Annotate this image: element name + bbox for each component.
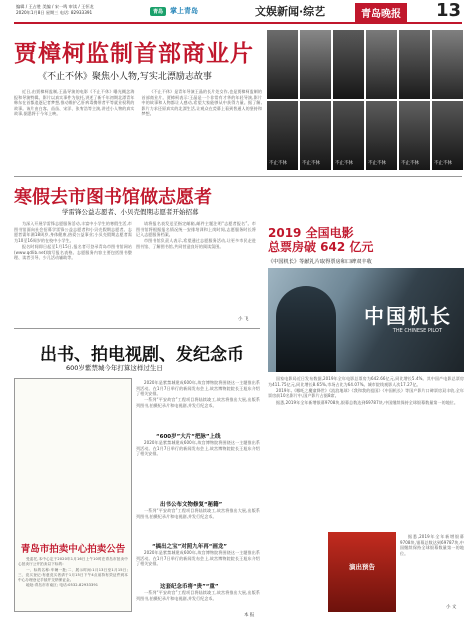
article4-paragraph: 据悉,2019年全年新增银幕9708块,银幕总数达到69787块,中国继续保持全球银幕数量第一的地位。 (400, 534, 464, 556)
ad-banner-text: 演出预告 (349, 563, 375, 571)
auction-ad-paragraph: 一、标的名称:车辆一批;二、展示时间:1月13日至1月15日;三、竞买登记:有意竞买者请于1月15日下午4点前持有效证件到本中心办理登记手续并交纳保证金。 (18, 567, 128, 582)
article4-paragraph: 2019年,《哪吒之魔童降世》《流浪地球》《我和我的祖国》《中国机长》等国产影片口碑票房双丰收,全年票房前10名影片中,国产影片占据8席。 (268, 387, 464, 399)
article4-headline (268, 226, 373, 254)
article3-body-5 (136, 590, 260, 612)
movie-still-photo (268, 268, 464, 372)
divider (14, 328, 260, 329)
article3-body (136, 380, 260, 428)
auction-ad-paragraph: 受委托,本中心定于2020年1月16日上午10时在青岛市拍卖中心拍卖厅公开拍卖以下标的: (18, 557, 128, 566)
movie-poster (366, 30, 397, 99)
movie-poster (432, 30, 463, 99)
movie-poster (300, 30, 331, 99)
article1-body (14, 89, 262, 173)
article3-subhead-3: “搞出之宝”对照九年再“画龙” (152, 544, 227, 550)
poster-title: 不止不休 (335, 161, 353, 166)
app-logo: 掌上青岛 (170, 7, 199, 15)
article3-paragraph: 一系列“平安故宫”工程项目将陆续竣工,故宫将推出大展,出版系列图书,拍摄纪录片和电视剧,并发行纪念币。 (136, 397, 260, 408)
ad-banner-image (328, 532, 396, 612)
article3-subhead-4: 这套纪念币将“贵”“重” (160, 584, 219, 590)
movie-poster (333, 30, 364, 99)
article4-byline: 小 文 (446, 605, 457, 610)
article3-body-2 (136, 440, 260, 496)
movie-poster (333, 101, 364, 170)
article2-body-right (136, 221, 256, 315)
article3-paragraph: 一系列“平安故宫”工程项目将陆续竣工,故宫将推出大展,出版系列图书,拍摄纪录片和电视剧,并发行纪念币。 (136, 508, 260, 519)
article2-headline: 寒假去市图书馆做志愿者 (14, 187, 212, 208)
article4-paragraph: 据悉,2019年全年新增银幕9708块,银幕总数达到69787块,中国继续保持全球银幕数量第一的地位。 (276, 399, 458, 405)
qingdao-logo: 青岛 (150, 7, 166, 16)
issue-date: 2020年1月8日 星期三 电话: 82933391 (16, 9, 93, 15)
article3-paragraph: 2020年是紫禁城建成600年,故宫博物院将围绕这一主题推出系列活动。在1月7日举行的新闻发布会上,故宫博物院院长王旭东介绍了相关安排。 (136, 380, 260, 397)
article2-body (14, 221, 132, 323)
masthead-logos (150, 6, 198, 16)
photo-title: 中国机长 (364, 304, 452, 328)
article4-headline-line2: 总票房破 642 亿元 (268, 240, 374, 254)
poster-grid (267, 30, 463, 170)
movie-poster (267, 30, 298, 99)
article2-subheadline: 学雷锋公益志愿者、小贝壳假期志愿者开始招募 (62, 208, 199, 216)
divider (14, 176, 462, 177)
article4-headline-line1: 2019 全国电影 (268, 226, 354, 240)
article3-headline: 出书、拍电视剧、发纪念币 (40, 345, 244, 365)
photo-subtitle: THE CHINESE PILOT (392, 328, 442, 334)
article2-paragraph: 请将报名表发送至指定邮箱,邮件主题注明“志愿者报名”。市图书馆将根据报名情况统一安排培训和上岗时间,志愿服务时长将记入志愿服务档案。 (136, 221, 256, 238)
poster-title: 不止不休 (434, 161, 452, 166)
poster-title: 不止不休 (368, 161, 386, 166)
article3-body-3 (136, 508, 260, 540)
article4-subheadline: 《中国机长》等献礼片取得票房和口碑双丰收 (268, 259, 372, 265)
movie-poster (399, 30, 430, 99)
section-title: 文娱新闻·综艺 (255, 5, 326, 18)
movie-poster (300, 101, 331, 170)
pilot-figure (276, 286, 336, 372)
auction-ad-body (15, 555, 131, 607)
article2-paragraph: 为深入开展学雷锋志愿服务活动,丰富中小学生的寒假生活,市图书馆面向社会招募学雷锋公益志愿者和小贝壳假期志愿者。志愿者需年满18周岁,身体健康,热爱公益事业;小贝壳假期志愿者需为10至16周岁的在校中小学生。 (14, 221, 132, 243)
poster-title: 不止不休 (302, 161, 320, 166)
article1-subheadline: 《不止不休》聚焦小人物,写实北漂励志故事 (38, 72, 212, 82)
paper-logo: 青岛晚报 (355, 3, 407, 22)
article2-byline: 小 飞 (238, 317, 249, 322)
movie-poster (366, 101, 397, 170)
movie-poster (432, 101, 463, 170)
article3-subhead-2: 出书公布文物修复“秘籍” (160, 502, 223, 508)
article3-subhead-1: “600岁”大片“把脉”上线 (156, 434, 221, 440)
article4-paragraph: 国家电影局近日发布数据,2019年全年电影总票房为642.66亿元,同比增长5.4%。其中国产电影总票房为411.75亿元,同比增长8.65%,市场占比为64.07%。城市院线观影人次17.27亿。 (268, 376, 464, 387)
auction-ad (14, 378, 132, 612)
article3-paragraph: 2020年是紫禁城建成600年,故宫博物院将围绕这一主题推出系列活动。在1月7日举行的新闻发布会上,故宫博物院院长王旭东介绍了相关安排。 (136, 440, 260, 457)
article1-paragraph: 《不止不休》是青年导演王晶的长片处女作,也是贾樟柯监制的首部商业片。贾樟柯表示:王晶是一个非常有才华的年轻导演,影片中的故事和人物都让人感动,希望大家能够从中获得力量。据了解,影片力求还原真实的北漂生活,让观众在荧幕上看到普通人的坚持和梦想。 (141, 89, 262, 117)
masthead-rule (14, 22, 462, 24)
poster-title: 不止不休 (269, 161, 287, 166)
date-line (16, 4, 94, 15)
auction-ad-paragraph: 地址:青岛市市南区; 电话:0532-82933391 (26, 583, 99, 588)
page-number: 13 (436, 0, 462, 21)
article3-subheadline: 600岁紫禁城今年打算这样过生日 (66, 364, 163, 372)
article1-headline: 贾樟柯监制首部商业片 (14, 40, 254, 67)
poster-title: 不止不休 (401, 161, 419, 166)
movie-poster (267, 101, 298, 170)
article1-paragraph: 近日,由贾樟柯监制,王晶导演的电影《不止不休》曝光概念海报和导演特辑。影片以真实事件为依托,讲述了新千年初期北漂青年韩东在首都追逐记者梦想,推动维护乙肝病毒携带者平等就业权利的故事。该片由白客、苗苗、宋洋、张宥浩等主演,讲述小人物的真实故事,据悉将于今年上映。 (14, 89, 135, 117)
article4-body (268, 376, 464, 526)
article2-paragraph: 报名时间即日起至1月15日,报名者可登录青岛市图书馆网站(www.qdlib.net)填写报名表格。志愿服务内容主要包括图书整理、读者引导、少儿活动辅助等。 (14, 243, 132, 261)
editor-line: 编辑 / 王占胜 美编 / 宋一鸣 审读 / 王怀龙 (16, 4, 94, 9)
article4-tail (400, 534, 464, 604)
article3-paragraph: 2020年是紫禁城建成600年,故宫博物院将围绕这一主题推出系列活动。在1月7日举行的新闻发布会上,故宫博物院院长王旭东介绍了相关安排。 (136, 550, 260, 567)
movie-poster (399, 101, 430, 170)
article2-paragraph: 市图书馆负责人表示,希望通过志愿服务活动,让更多市民走进图书馆、了解图书馆,共同营造良好的阅读氛围。 (136, 238, 256, 249)
article3-byline: 本 报 (244, 613, 255, 618)
article3-body-4 (136, 550, 260, 580)
auction-ad-title: 青岛市拍卖中心拍卖公告 (20, 544, 126, 555)
article3-paragraph: 一系列“平安故宫”工程项目将陆续竣工,故宫将推出大展,出版系列图书,拍摄纪录片和电视剧,并发行纪念币。 (136, 590, 260, 601)
